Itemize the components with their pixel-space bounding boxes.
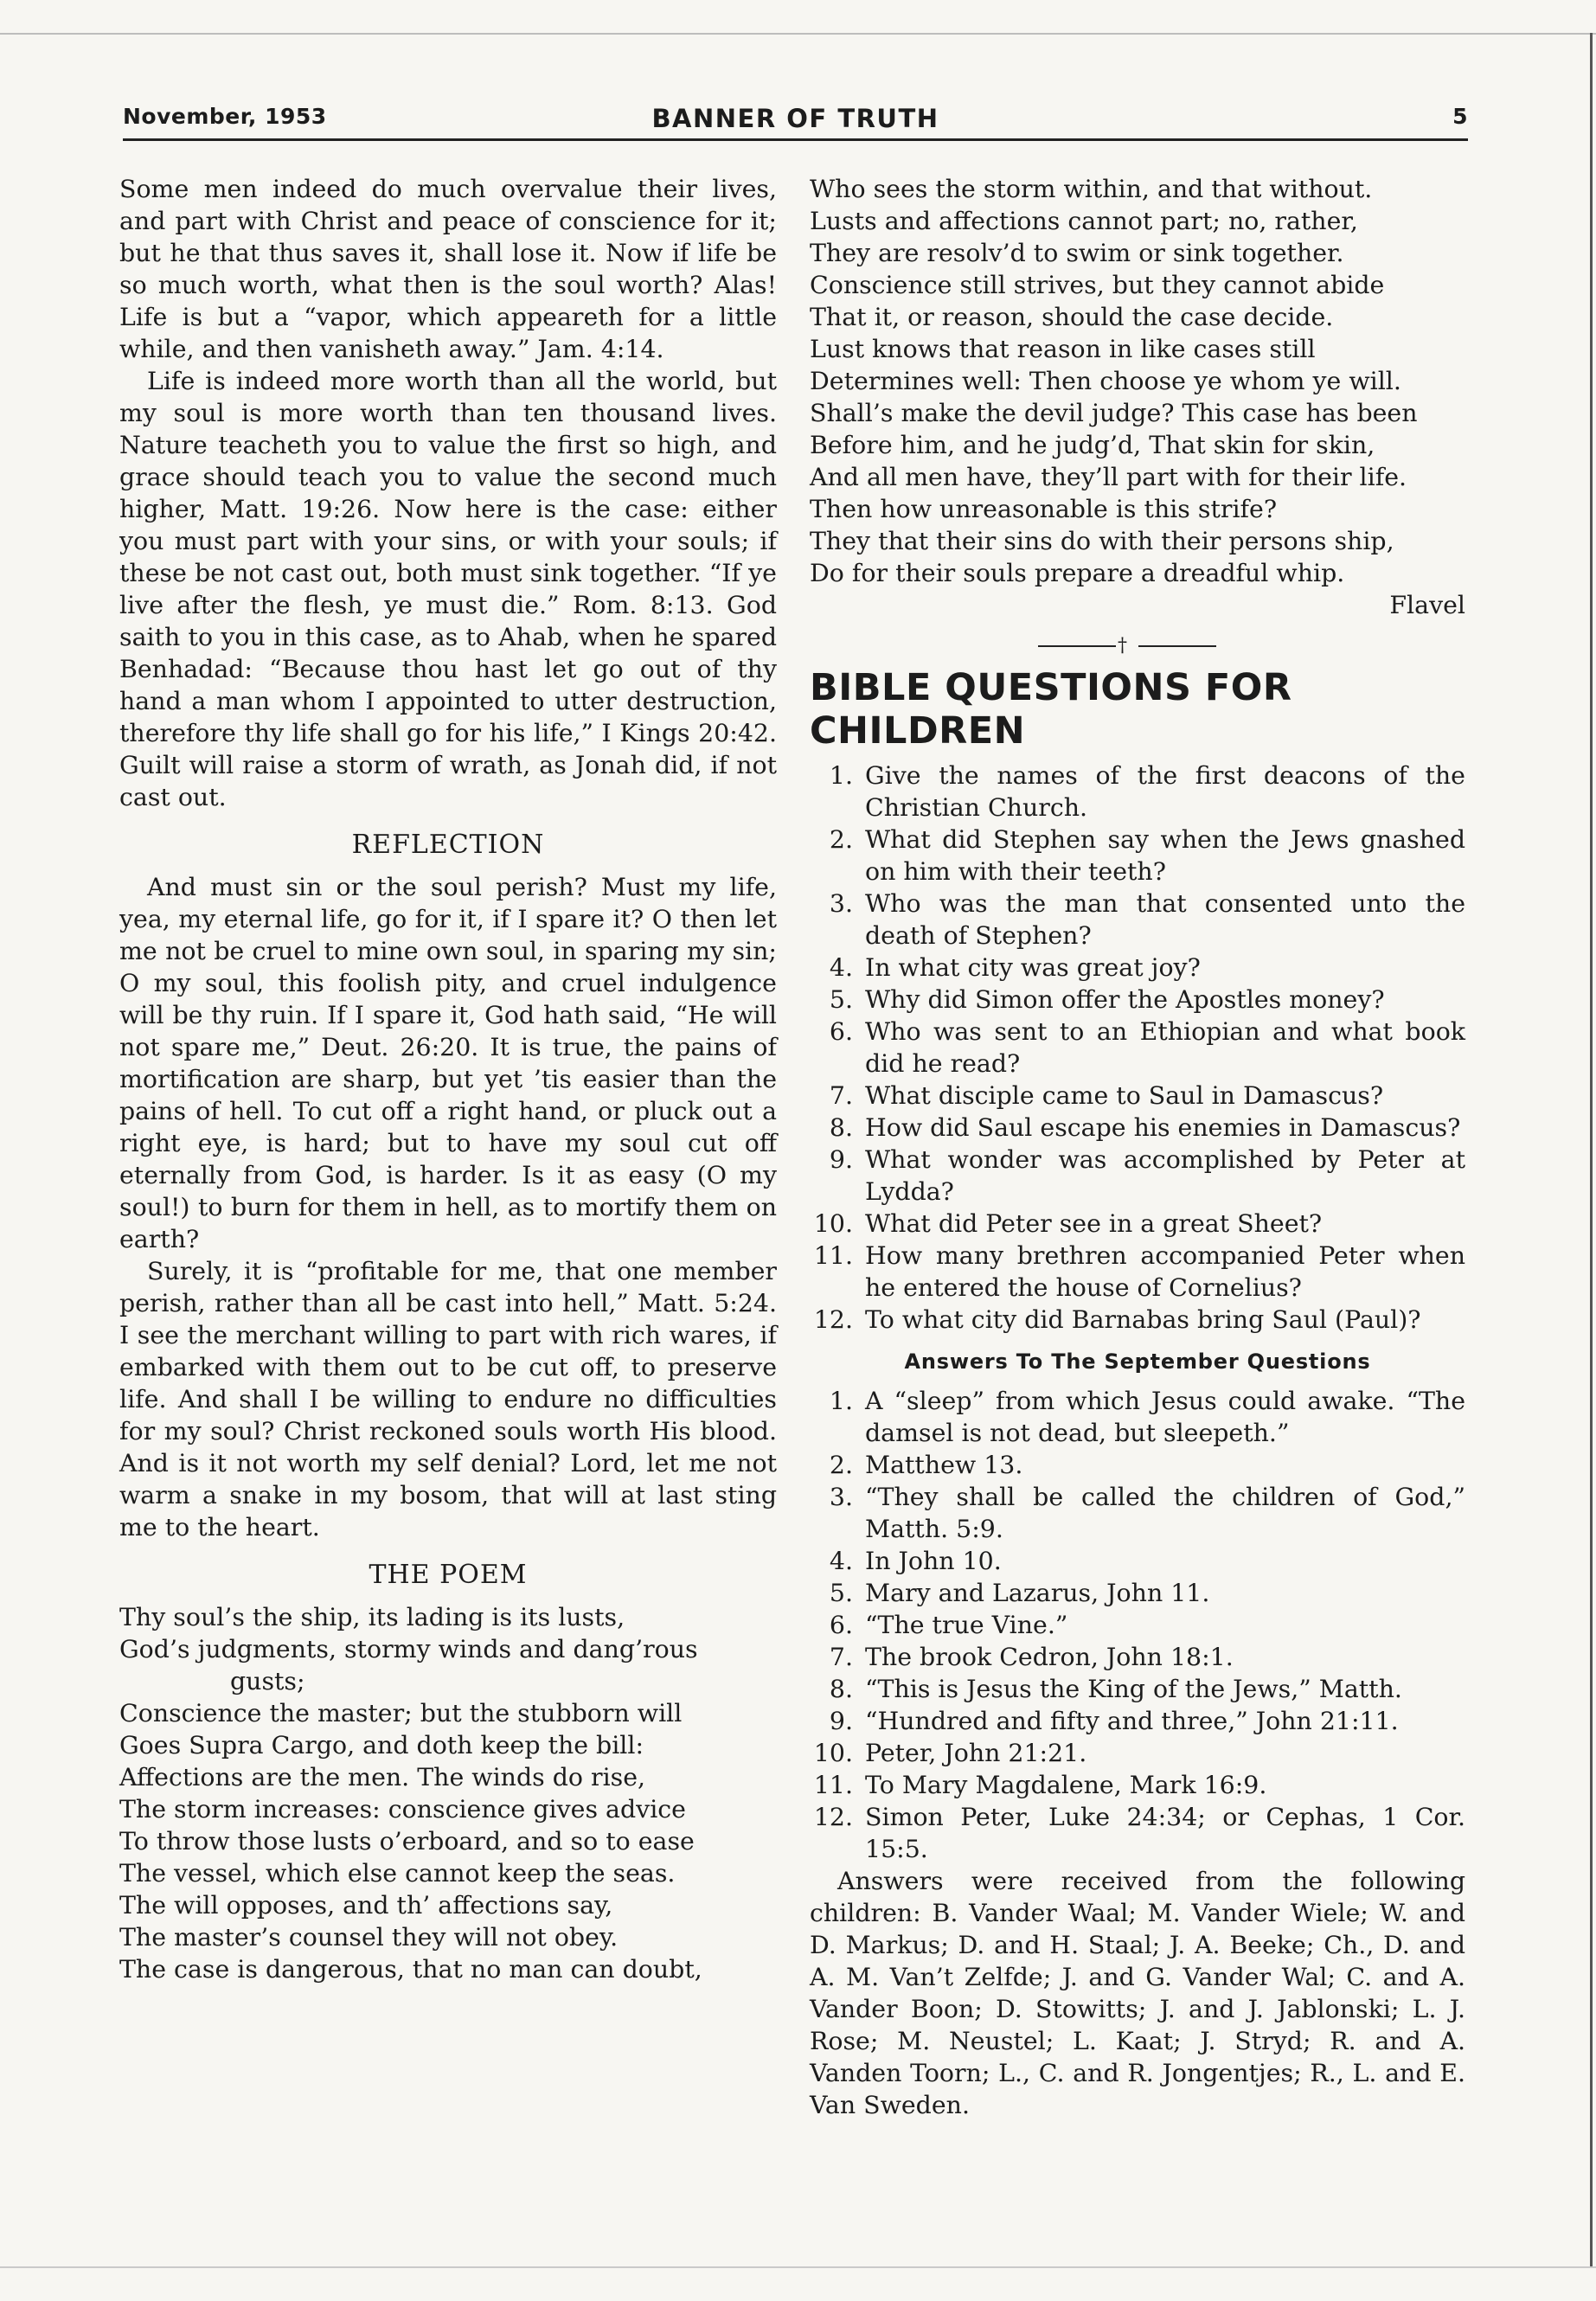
answer-text: In John 10. xyxy=(865,1547,1002,1575)
question-number: 1. xyxy=(829,761,853,790)
page-number: 5 xyxy=(1452,104,1468,129)
answer-text: “This is Jesus the King of the Jews,” Matth. xyxy=(865,1675,1402,1703)
poem-line: They are resolv’d to swim or sink together. xyxy=(810,239,1344,267)
poem-line: That it, or reason, should the case decide. xyxy=(810,303,1334,331)
poem-line: Determines well: Then choose ye whom ye will. xyxy=(810,367,1401,395)
answers-list xyxy=(810,1385,1465,1865)
answer-number: 5. xyxy=(829,1579,853,1607)
answer-number: 11. xyxy=(813,1771,853,1799)
answer-text: “They shall be called the children of God,” Matth. 5:9. xyxy=(865,1483,1465,1543)
question-text: What did Peter see in a great Sheet? xyxy=(865,1209,1323,1238)
question-item xyxy=(810,888,1465,952)
question-item xyxy=(810,1080,1465,1112)
poem-line: gusts; xyxy=(230,1667,305,1695)
answer-text: “Hundred and fifty and three,” John 21:11. xyxy=(865,1707,1399,1735)
answers-heading: Answers To The September Questions xyxy=(904,1349,1371,1374)
poem-line: Conscience still strives, but they cannot abide xyxy=(810,271,1385,299)
answer-item xyxy=(810,1385,1465,1449)
question-number: 12. xyxy=(813,1305,853,1334)
answer-text: A “sleep” from which Jesus could awake. “The damsel is not dead, but sleepeth.” xyxy=(865,1387,1465,1447)
answer-text: Peter, John 21:21. xyxy=(865,1739,1087,1767)
poem-line: Then how unreasonable is this strife? xyxy=(810,495,1278,523)
poem-line: Conscience the master; but the stubborn will xyxy=(119,1699,683,1727)
poem-line: Lusts and affections cannot part; no, rather, xyxy=(810,207,1358,235)
poem-line: God’s judgments, stormy winds and dang’rous xyxy=(119,1635,698,1663)
respondents-paragraph: Answers were received from the following children: B. Vander Waal; M. Vander Wiele; W. and D. Markus; D. and H. Staal; J. A. Beeke; Ch., D. and A. M. Van’t Zelfde; J. and G. Vander Wal; C. and A. Vander Boon; D. Stowitts; J. and J. Jablonski; L. J. Rose; M. Neustel; L. Kaat; J. Stryd; R. and A. Vanden Toorn; L., C. and R. Jongentjes; R., L. and E. Van Sweden. xyxy=(810,1867,1465,2119)
poem-line: Who sees the storm within, and that without. xyxy=(810,175,1373,203)
answer-text: To Mary Magdalene, Mark 16:9. xyxy=(865,1771,1267,1799)
intro-paragraph: Life is indeed more worth than all the world, but my soul is more worth than ten thousand lives. Nature teacheth you to value the first so high, and grace should teach you to value the second much higher, Matt. 19:26. Now here is the case: either you must part with your sins, or with your souls; if these be not cast out, both must sink together. “If ye live after the flesh, ye must die.” Rom. 8:13. God saith to you in this case, as to Ahab, when he spared Benhadad: “Because thou hast let go out of thy hand a man whom I appointed to utter destruction, therefore thy life shall go for his life,” I Kings 20:42. Guilt will raise a storm of wrath, as Jonah did, if not cast out. xyxy=(119,367,777,811)
page-edge-bottom xyxy=(0,2266,1596,2268)
poem-heading: THE POEM xyxy=(369,1560,528,1590)
question-number: 11. xyxy=(813,1241,853,1270)
answer-item xyxy=(810,1641,1465,1673)
answer-item xyxy=(810,1673,1465,1705)
question-number: 6. xyxy=(829,1017,853,1046)
answer-number: 6. xyxy=(829,1611,853,1639)
answer-number: 8. xyxy=(829,1675,853,1703)
questions-title: BIBLE QUESTIONS FOR CHILDREN xyxy=(810,666,1292,753)
answer-item xyxy=(810,1609,1465,1641)
poem-line: The vessel, which else cannot keep the seas. xyxy=(119,1859,676,1888)
question-item xyxy=(810,760,1465,824)
questions-list xyxy=(810,760,1465,1336)
section-divider xyxy=(810,635,1465,657)
reflection-paragraph: And must sin or the soul perish? Must my life, yea, my eternal life, go for it, if I spare it? O then let me not be cruel to mine own soul, in sparing my sin; O my soul, this foolish pity, and cruel indulgence will be thy ruin. If I spare it, God hath said, “He will not spare me,” Deut. 26:20. It is true, the pains of mortification are sharp, but yet ’tis easier than the pains of hell. To cut off a right hand, or pluck out a right eye, is hard; but to have my soul cut off eternally from God, is harder. Is it as easy (O my soul!) to burn for them in hell, as to mortify them on earth? xyxy=(119,873,777,1253)
poem-line: The will opposes, and th’ affections say, xyxy=(119,1891,613,1920)
question-text: Give the names of the first deacons of the Christian Church. xyxy=(865,761,1465,822)
divider-line xyxy=(1138,645,1216,647)
question-number: 9. xyxy=(829,1145,853,1174)
answer-item xyxy=(810,1577,1465,1609)
header-rule xyxy=(123,138,1468,141)
answer-item xyxy=(810,1545,1465,1577)
question-item xyxy=(810,1144,1465,1208)
answer-number: 1. xyxy=(829,1387,853,1415)
divider-line xyxy=(1038,645,1116,647)
page-edge-right xyxy=(1590,33,1593,2268)
question-item xyxy=(810,1240,1465,1304)
answer-item xyxy=(810,1481,1465,1545)
reflection-heading: REFLECTION xyxy=(351,830,545,860)
question-number: 5. xyxy=(829,985,853,1014)
answer-number: 12. xyxy=(813,1803,853,1831)
answer-item xyxy=(810,1449,1465,1481)
question-text: Who was the man that consented unto the death of Stephen? xyxy=(865,889,1465,950)
question-text: What did Stephen say when the Jews gnashed on him with their teeth? xyxy=(865,825,1465,886)
question-number: 4. xyxy=(829,953,853,982)
poem-line: They that their sins do with their persons ship, xyxy=(810,527,1394,555)
answer-text: The brook Cedron, John 18:1. xyxy=(865,1643,1234,1671)
answer-number: 9. xyxy=(829,1707,853,1735)
poem-line: To throw those lusts o’erboard, and so to ease xyxy=(119,1827,695,1856)
question-text: What disciple came to Saul in Damascus? xyxy=(865,1081,1384,1110)
poem-line: The master’s counsel they will not obey. xyxy=(119,1923,619,1952)
answer-item xyxy=(810,1737,1465,1769)
reflection-paragraph: Surely, it is “profitable for me, that one member perish, rather than all be cast into hell,” Matt. 5:24. I see the merchant willing to part with rich wares, if embarked with them out to be cut off, to preserve life. And shall I be willing to endure no difficulties for my soul? Christ reckoned souls worth His blood. And is it not worth my self denial? Lord, let me not warm a snake in my bosom, that will at last sting me to the heart. xyxy=(119,1257,777,1541)
question-text: To what city did Barnabas bring Saul (Paul)? xyxy=(865,1305,1421,1334)
poem-line: Shall’s make the devil judge? This case has been xyxy=(810,399,1418,427)
question-item xyxy=(810,1112,1465,1144)
right-column xyxy=(810,173,1465,2121)
answer-text: Mary and Lazarus, John 11. xyxy=(865,1579,1210,1607)
question-item xyxy=(810,1208,1465,1240)
question-number: 2. xyxy=(829,825,853,854)
question-item xyxy=(810,984,1465,1016)
question-text: Why did Simon offer the Apostles money? xyxy=(865,985,1385,1014)
poem-line: The storm increases: conscience gives advice xyxy=(119,1795,686,1823)
issue-date: November, 1953 xyxy=(123,104,327,129)
left-column xyxy=(119,173,777,1985)
poem-line: Before him, and he judg’d, That skin for skin, xyxy=(810,431,1375,459)
question-text: Who was sent to an Ethiopian and what book did he read? xyxy=(865,1017,1465,1078)
poem-line: And all men have, they’ll part with for their life. xyxy=(810,463,1407,491)
poem-right xyxy=(810,173,1465,621)
running-header xyxy=(123,104,1468,135)
publication-title: BANNER OF TRUTH xyxy=(651,104,939,133)
poem-line: Lust knows that reason in like cases still xyxy=(810,335,1316,363)
poem-line: Goes Supra Cargo, and doth keep the bill: xyxy=(119,1731,644,1759)
question-number: 7. xyxy=(829,1081,853,1110)
answer-number: 3. xyxy=(829,1483,853,1511)
answer-number: 10. xyxy=(813,1739,853,1767)
dagger-icon: † xyxy=(1118,635,1127,657)
poem-line: Do for their souls prepare a dreadful whip. xyxy=(810,559,1345,587)
question-text: What wonder was accomplished by Peter at Lydda? xyxy=(865,1145,1465,1206)
answer-text: Simon Peter, Luke 24:34; or Cephas, 1 Cor. 15:5. xyxy=(865,1803,1465,1863)
question-text: In what city was great joy? xyxy=(865,953,1201,982)
poem-line: The case is dangerous, that no man can doubt, xyxy=(119,1955,702,1984)
answer-item xyxy=(810,1801,1465,1865)
page-edge-top xyxy=(0,33,1596,35)
question-number: 3. xyxy=(829,889,853,918)
answer-text: Matthew 13. xyxy=(865,1451,1023,1479)
poem-line: Affections are the men. The winds do rise, xyxy=(119,1763,646,1791)
question-number: 10. xyxy=(813,1209,853,1238)
question-text: How many brethren accompanied Peter when he entered the house of Cornelius? xyxy=(865,1241,1465,1302)
poem-line: Thy soul’s the ship, its lading is its lusts, xyxy=(119,1603,625,1631)
answer-number: 7. xyxy=(829,1643,853,1671)
answer-item xyxy=(810,1769,1465,1801)
intro-paragraph: Some men indeed do much overvalue their lives, and part with Christ and peace of conscience for it; but he that thus saves it, shall lose it. Now if life be so much worth, what then is the soul worth? Alas! Life is but a “vapor, which appeareth for a little while, and then vanisheth away.” Jam. 4:14. xyxy=(119,175,777,363)
question-item xyxy=(810,824,1465,888)
poem-author: Flavel xyxy=(1389,591,1465,619)
answer-number: 4. xyxy=(829,1547,853,1575)
question-item xyxy=(810,1304,1465,1336)
poem-left xyxy=(119,1601,777,1985)
answer-text: “The true Vine.” xyxy=(865,1611,1068,1639)
question-text: How did Saul escape his enemies in Damascus? xyxy=(865,1113,1461,1142)
question-number: 8. xyxy=(829,1113,853,1142)
question-item xyxy=(810,952,1465,984)
answer-number: 2. xyxy=(829,1451,853,1479)
question-item xyxy=(810,1016,1465,1080)
answer-item xyxy=(810,1705,1465,1737)
